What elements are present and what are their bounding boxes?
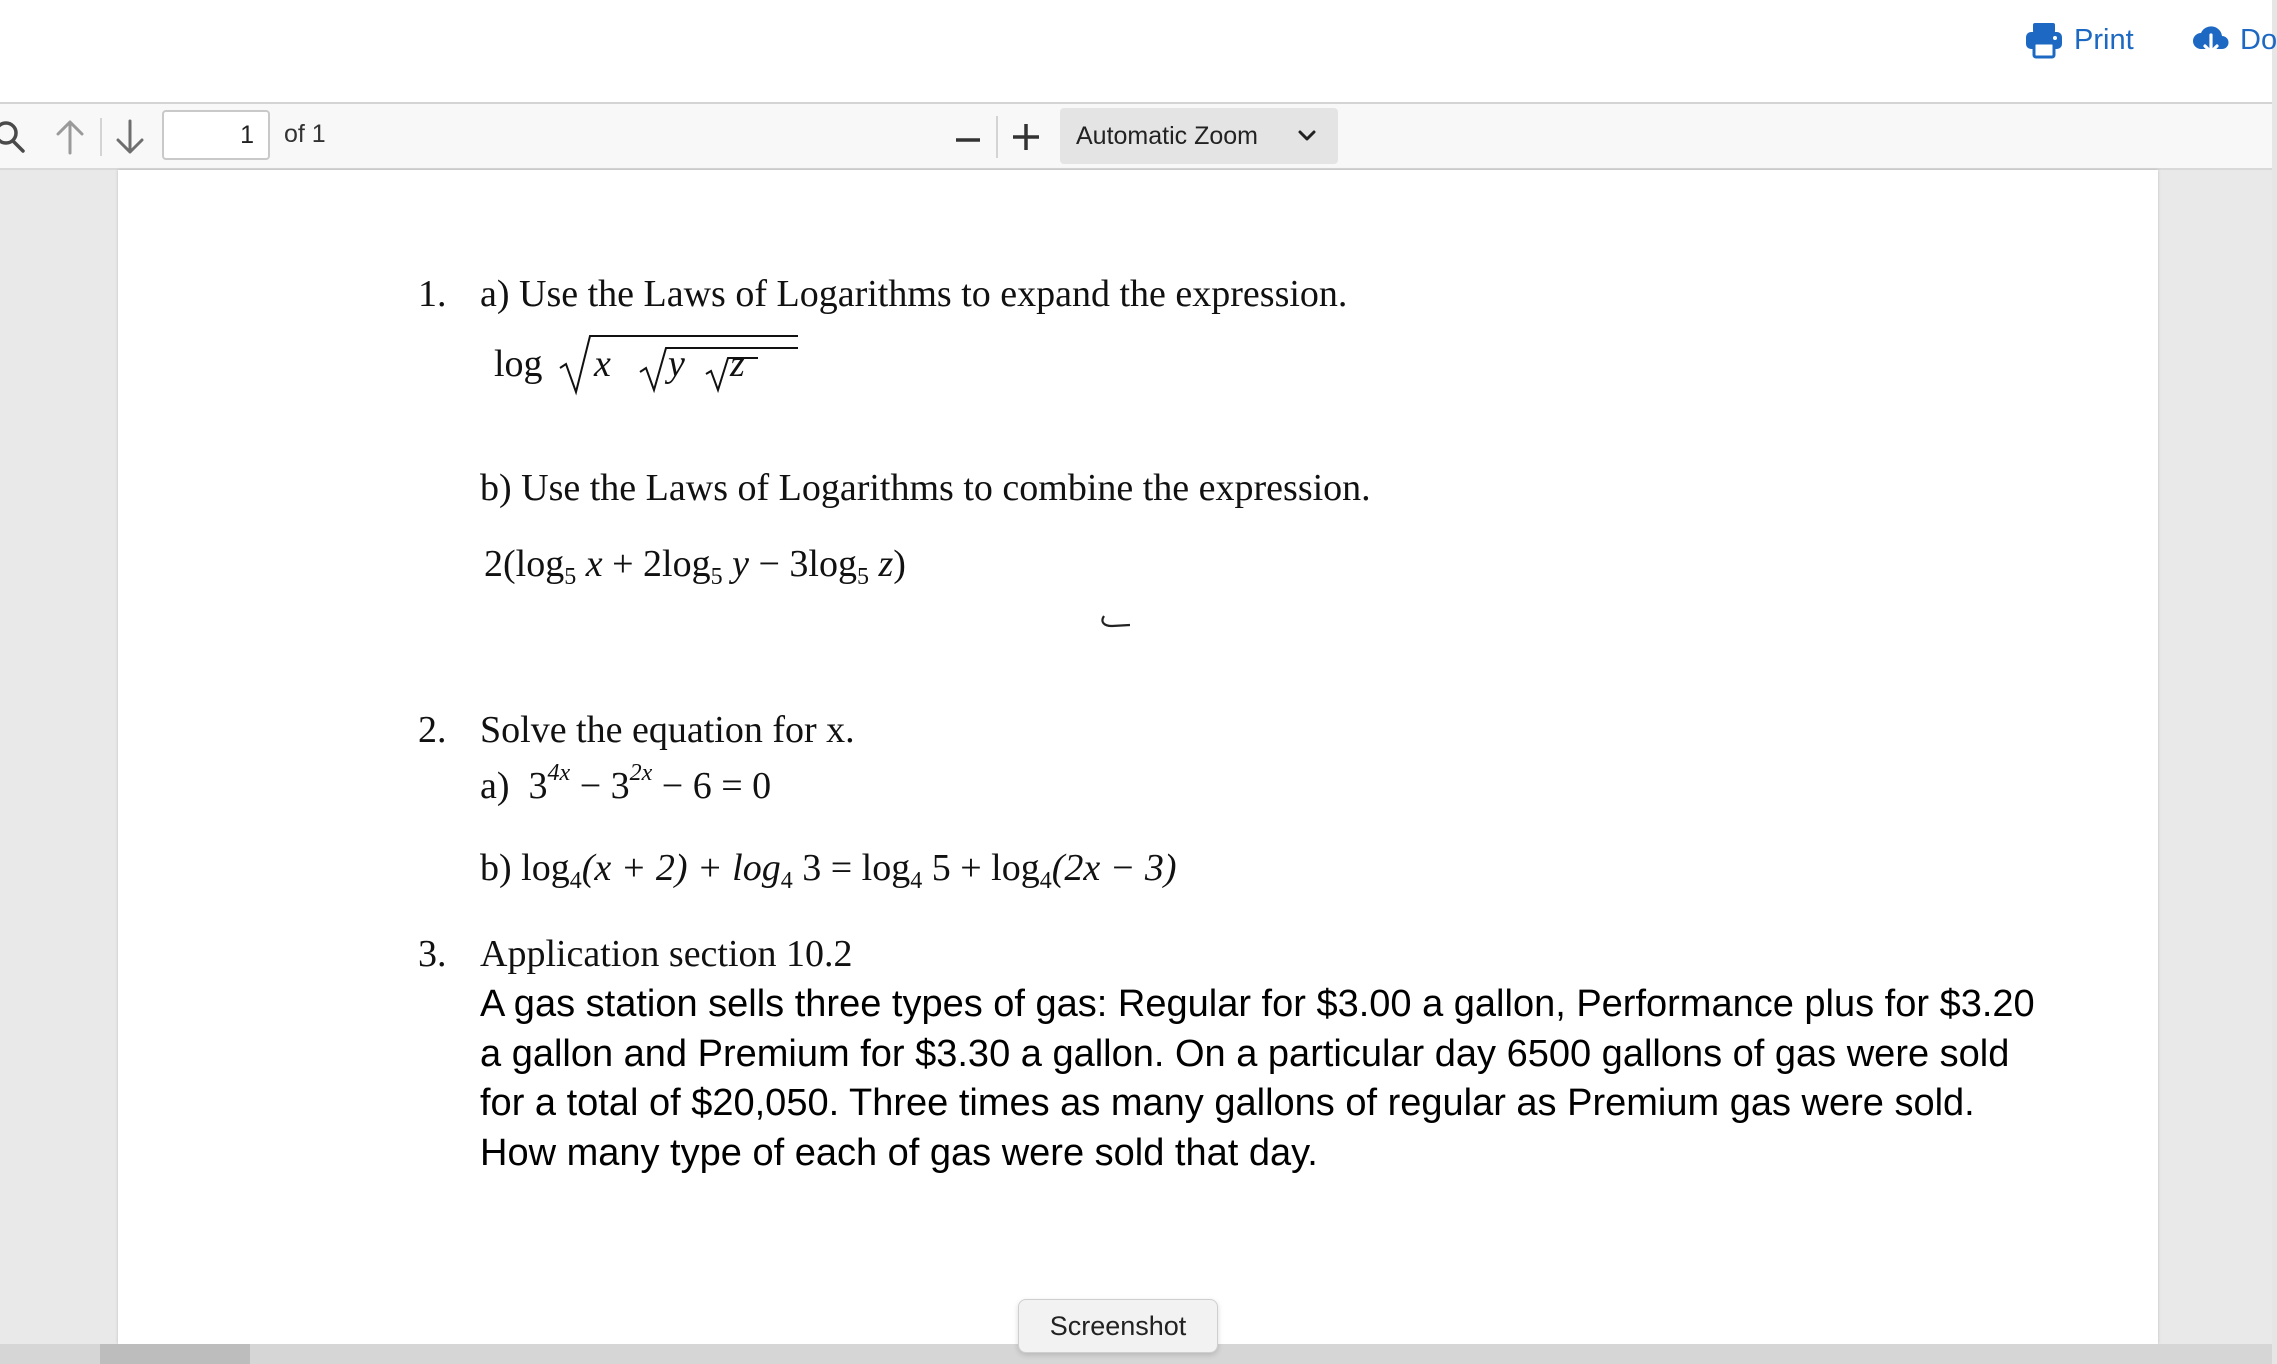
zoom-separator <box>996 116 998 158</box>
log-base: 5 <box>564 564 577 590</box>
q2-text: Solve the equation for x. <box>480 709 855 751</box>
q1b-var: z <box>868 543 894 585</box>
page-number-input[interactable] <box>162 110 270 160</box>
q1a-expression <box>494 320 854 410</box>
q1b-var: x <box>576 543 603 585</box>
printer-icon <box>2024 21 2064 59</box>
q1a-var-z: z <box>730 343 745 385</box>
q3-title: Application section 10.2 <box>480 933 853 975</box>
q1b-part: ) <box>893 543 906 585</box>
print-button[interactable] <box>2024 18 2134 62</box>
q1b-part: − 3log <box>748 543 857 585</box>
next-page-button[interactable] <box>110 114 150 160</box>
q1b-part: 2(log <box>484 543 565 585</box>
log-base: 5 <box>710 564 723 590</box>
log-base: 4 <box>569 868 582 894</box>
log-base: 4 <box>780 868 793 894</box>
exponent: 4x <box>547 760 571 786</box>
zoom-select-value: Automatic Zoom <box>1076 121 1259 150</box>
q2a-part: 3 <box>528 765 548 807</box>
top-bar <box>0 0 2277 104</box>
toolbar-separator <box>100 118 102 156</box>
q1a-text: a) Use the Laws of Logarithms to expand the expression. <box>480 273 1348 315</box>
search-button[interactable] <box>0 114 34 160</box>
cursor-mark-icon <box>1098 614 1132 630</box>
q2b-expression <box>480 846 1177 894</box>
screenshot-tooltip: Screenshot <box>1018 1299 1218 1353</box>
q2a-part: − 3 <box>570 765 630 807</box>
q2b-part: (2x − 3) <box>1051 847 1177 889</box>
log-base: 5 <box>856 564 869 590</box>
download-button[interactable] <box>2192 18 2277 62</box>
q1a-var-x: x <box>594 343 611 385</box>
page-count-label: of 1 <box>284 120 326 148</box>
q2a-expression <box>480 760 772 808</box>
plus-icon <box>1010 121 1042 153</box>
chevron-down-icon <box>1296 124 1318 146</box>
q3-number: 3. <box>418 933 447 975</box>
q1a-var-y: y <box>668 343 685 385</box>
zoom-out-button[interactable] <box>948 114 988 160</box>
q1a-log: log <box>494 343 543 385</box>
arrow-down-icon <box>113 118 147 156</box>
print-label: Print <box>2074 23 2134 56</box>
exponent: 2x <box>629 760 653 786</box>
q3-body: A gas station sells three types of gas: Regular for $3.00 a gallon, Performance plus for $3.20 a gallon and Premium for $3.30 a gallon. On a particular day 6500 gallons of gas were sold for a total of $20,050. Three times as many gallons of regular as Premium gas were sold. How many type of each of gas were sold that day. <box>480 983 2035 1174</box>
q1b-var: y <box>722 543 749 585</box>
search-icon <box>2 120 32 154</box>
zoom-select[interactable] <box>1060 108 1338 164</box>
log-base: 4 <box>1039 868 1052 894</box>
q2-number: 2. <box>418 709 447 751</box>
q2a-part: − 6 = 0 <box>652 765 772 807</box>
q2b-part: (x + 2) + log <box>581 847 781 889</box>
q2a-label: a) <box>480 765 510 807</box>
q2b-part: 5 + log <box>922 847 1040 889</box>
log-base: 4 <box>910 868 923 894</box>
q1-number: 1. <box>418 273 447 315</box>
arrow-up-icon <box>53 118 87 156</box>
q1b-part: + 2log <box>602 543 711 585</box>
zoom-in-button[interactable] <box>1006 114 1046 160</box>
cloud-download-icon <box>2192 21 2230 59</box>
q2b-part: log <box>521 847 570 889</box>
scrollbar-thumb[interactable] <box>100 1344 250 1364</box>
previous-page-button[interactable] <box>50 114 90 160</box>
minus-icon <box>953 122 983 152</box>
q2b-part: 3 = log <box>792 847 911 889</box>
download-label: Do <box>2240 23 2277 56</box>
q1b-text: b) Use the Laws of Logarithms to combine the expression. <box>480 467 1371 509</box>
q1b-expression <box>484 542 906 590</box>
q2b-label: b) <box>480 847 512 889</box>
